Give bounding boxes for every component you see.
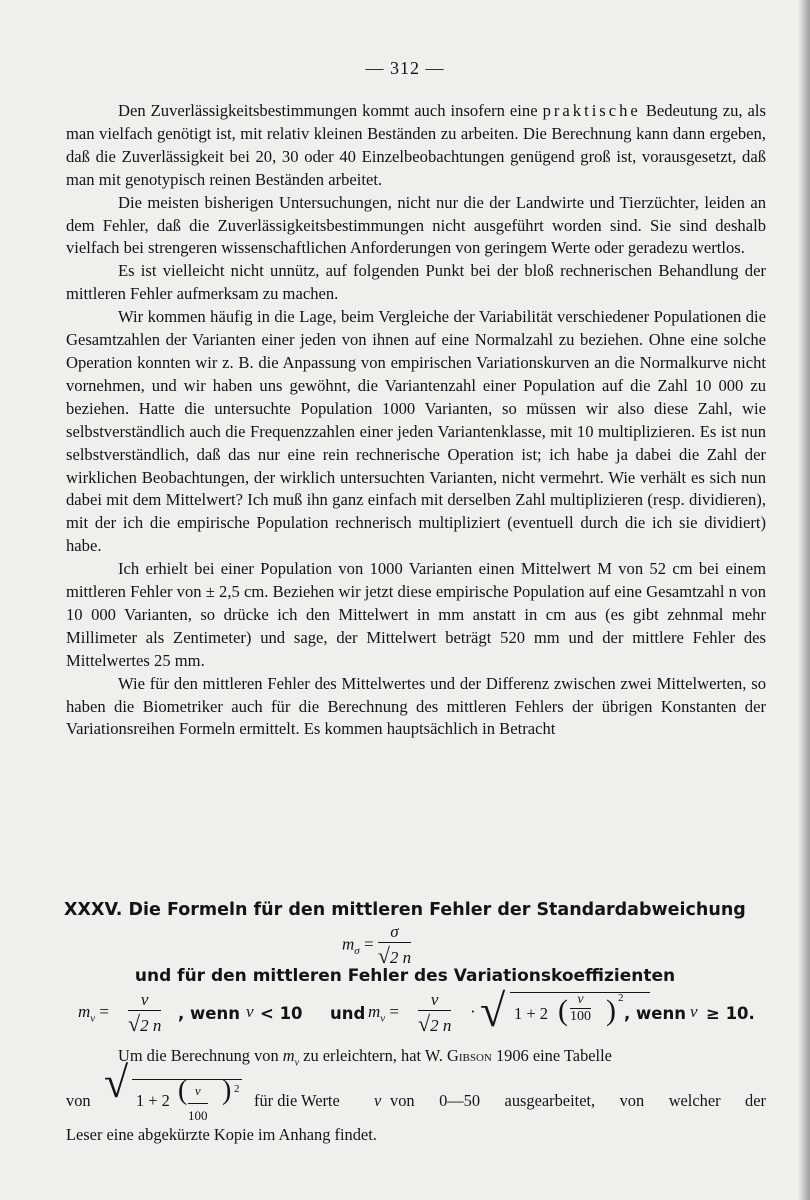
closing-var-sub: v — [294, 1057, 300, 1069]
formula2-den-text: 2 n — [140, 1016, 162, 1035]
right-paren-icon: ) — [606, 994, 616, 1027]
formula2-lhs2: m — [368, 1002, 381, 1021]
paragraph-1-start: Den Zuverlässigkeitsbestimmungen kommt auch insofern eine — [118, 101, 543, 120]
formula2-cond2-var: v — [690, 1002, 698, 1021]
emphasis-praktische: praktische — [542, 101, 641, 120]
formula2-dot: · — [470, 1002, 476, 1021]
page-edge-shadow — [798, 0, 810, 1200]
sqrt-icon: √ — [418, 1011, 431, 1036]
formula2-sub2: v — [380, 1012, 386, 1025]
paragraph-1 — [66, 100, 766, 192]
formula2-denominator — [128, 1011, 161, 1037]
formula1-den-text: 2 n — [389, 948, 412, 967]
closing-line-1 — [66, 1044, 766, 1075]
closing-root-a: 1 + 2 — [136, 1091, 170, 1111]
formula2-cond1: < 10 — [260, 1004, 303, 1023]
formula2-cond1-var: v — [246, 1002, 254, 1021]
formula2-wenn-1: , wenn — [178, 1004, 240, 1023]
paragraph-4: Wir kommen häufig in die Lage, beim Vergleiche der Variabilität verschiedener Populationen die Gesamtzahlen der Varianten einer jeden von ihnen auf eine Normalzahl zu beziehen. Ohne eine solche Operation konnten wir z. B. die Anpassung von empirischen Variationskurven an die Normalkurve nicht vornehmen, und wir haben uns gewöhnt, die Variantenzahl einer Population auf die Zahl 10 000 zu beziehen. Hatte die untersuchte Population 1000 Varianten, so müssen wir also diese Zahl, wie selbstverständlich auch die Frequenzzahlen einer jeden Variantenklasse, mit 10 multiplizieren. Es ist nun selbstverständlich, daß das nur eine rein rechnerische Operation ist; ich habe ja dabei die Zahl der wirklichen Beobachtungen, der wirklich untersuchten Varianten, nicht vermehrt. Wie verhält es sich nun dabei mit dem Mittelwert? Ich muß ihn ganz einfach mit derselben Zahl multiplizieren (resp. dividieren), mit der ich die empirische Population rechnerisch multipliziert (eventuell durch die ich sie dividiert) habe. — [66, 307, 766, 556]
closing-inner-num: v — [188, 1079, 208, 1104]
formula1-numerator: σ — [378, 922, 411, 943]
formula-standard-deviation-error — [342, 922, 411, 969]
closing-line-3: Leser eine abgekürzte Kopie im Anhang findet. — [66, 1125, 377, 1145]
closing-text-3: 1906 eine Tabelle — [491, 1046, 612, 1065]
formula2-eq2: = — [389, 1002, 400, 1021]
formula2-den2-text: 2 n — [430, 1016, 452, 1035]
formula1-eq: = — [363, 934, 374, 954]
formula1-sub: σ — [354, 944, 360, 957]
formula2-inner-fraction — [570, 992, 591, 1025]
paragraph-2: Die meisten bisherigen Untersuchungen, nicht nur die der Landwirte und Tierzüchter, leiden an dem Fehler, daß die Zuverlässigkeitsbestimmungen nicht ausgeführt worden sind. Sie sind deshalb vielfach bei strengeren wissenschaftlichen Anforderungen von geringem Werte oder geradezu wertlos. — [66, 192, 766, 258]
closing-text-werte: für die Werte — [254, 1091, 340, 1111]
formula2-fraction2 — [418, 990, 451, 1037]
author-name: Gibson — [447, 1046, 492, 1065]
formula2-numerator: v — [128, 990, 161, 1011]
closing-text-2: zu erleichtern, hat W. — [299, 1046, 447, 1065]
paragraph-1-end: Bedeutung zu, als man vielfach genötigt ist, mit relativ kleinen Beständen zu arbeiten. Die Berechnung kann dann ergeben, daß die Zuverlässigkeit bei 20, 30 oder 40 Einzelbeobachtungen genügend groß ist, vorausgesetzt, daß man mit genotypisch reinen Beständen arbeitet. — [66, 101, 766, 189]
formula2-root-a: 1 + 2 — [514, 1004, 549, 1023]
paragraph-3: Es ist vielleicht nicht unnütz, auf folgenden Punkt bei der bloß rechnerischen Behandlung der mittleren Fehler aufmerksam zu machen. — [66, 261, 766, 304]
formula2-wenn-2: , wenn — [624, 1004, 686, 1023]
large-sqrt-icon: √ — [104, 1058, 129, 1108]
formula2-numerator2: v — [418, 990, 451, 1011]
formula2-und: und — [330, 1004, 366, 1023]
closing-inner-fraction — [188, 1079, 208, 1128]
left-paren-icon: ( — [558, 994, 568, 1027]
subheading: und für den mittleren Fehler des Variationskoeffizienten — [134, 966, 676, 986]
body-text — [66, 100, 766, 741]
formula2-exponent: 2 — [618, 992, 624, 1004]
closing-text-1: Um die Berechnung von — [118, 1046, 283, 1065]
closing-line-2 — [66, 1058, 766, 1124]
formula2-cond2: ≥ 10. — [706, 1004, 755, 1023]
formula2-lhs-group — [78, 1002, 109, 1024]
closing-text-4: von 0—50 ausgearbeitet, von welcher der — [390, 1091, 766, 1111]
closing-inner-den: 100 — [188, 1108, 208, 1124]
formula2-inner-num: v — [570, 992, 591, 1009]
closing-var-m: m — [282, 1046, 295, 1065]
formula1-fraction — [378, 922, 411, 969]
left-paren-icon: ( — [178, 1075, 188, 1107]
large-sqrt-icon: √ — [480, 985, 506, 1036]
formula-variation-coefficient-error — [78, 985, 768, 1046]
formula2-inner-den: 100 — [570, 1009, 591, 1024]
formula2-denominator2 — [418, 1011, 451, 1037]
formula2-lhs: m — [78, 1002, 91, 1021]
sqrt-icon: √ — [377, 943, 390, 968]
formula2-fraction — [128, 990, 161, 1037]
closing-text-von: von — [66, 1091, 91, 1111]
closing-exponent: 2 — [234, 1083, 240, 1096]
page-number: — 312 — — [365, 58, 445, 78]
formula1-lhs: m — [342, 934, 355, 954]
sqrt-icon: √ — [128, 1011, 141, 1036]
closing-var-v: v — [374, 1091, 382, 1111]
closing-text — [66, 1044, 766, 1147]
right-paren-icon: ) — [222, 1075, 232, 1107]
formula2-lhs2-group — [368, 1002, 399, 1024]
section-heading: XXXV. Die Formeln für den mittleren Fehler der Standardabweichung — [64, 900, 746, 920]
paragraph-6: Wie für den mittleren Fehler des Mittelwertes und der Differenz zwischen zwei Mittelwerten, so haben die Biometriker auch für die Berechnung des mittleren Fehlers der übrigen Konstanten der Variationsreihen Formeln ermittelt. Es kommen hauptsächlich in Betracht — [66, 673, 766, 739]
formula2-sub: v — [90, 1012, 96, 1025]
paragraph-5: Ich erhielt bei einer Population von 1000 Varianten einen Mittelwert M von 52 cm bei einem mittleren Fehler von ± 2,5 cm. Beziehen wir jetzt diese empirische Population auf eine Gesamtzahl n von 10 000 Varianten, so drücke ich den Mittelwert in mm anstatt in cm aus (es gibt zehnmal mehr Millimeter als Zentimeter) und sage, der Mittelwert beträgt 520 mm und der mittlere Fehler des Mittelwertes 25 mm. — [66, 559, 766, 670]
formula2-eq: = — [99, 1002, 110, 1021]
